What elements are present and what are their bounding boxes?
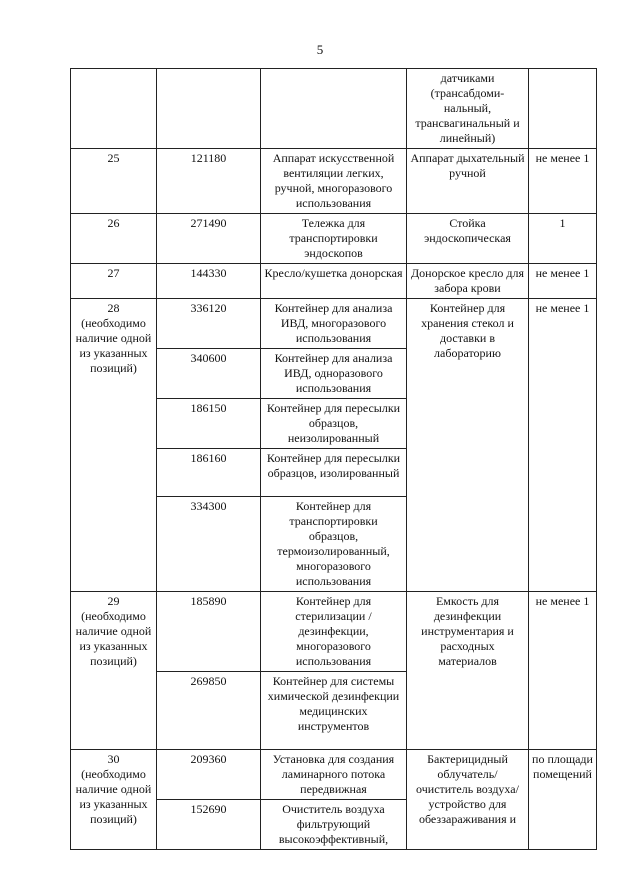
- table-row: [71, 69, 597, 149]
- equipment-purpose-cell: Стойка эндоскопическая: [407, 214, 529, 264]
- position-number-cell: 25: [71, 149, 157, 214]
- table-row: [71, 264, 597, 299]
- equipment-purpose-cell: Контейнер для хранения стекол и доставки в лабораторию: [407, 299, 529, 592]
- equipment-purpose-cell: Емкость для дезинфекции инструментария и расходных материалов: [407, 592, 529, 750]
- equipment-name-cell: Контейнер для транспортировки образцов, термоизолированный, многоразового использования: [261, 497, 407, 592]
- position-number-cell: 29 (необходимо наличие одной из указанных позиций): [71, 592, 157, 750]
- quantity-cell: не менее 1: [529, 264, 597, 299]
- code-cell: 336120: [157, 299, 261, 349]
- equipment-purpose-cell: Бактерицидный облучатель/ очиститель воздуха/ устройство для обеззараживания и: [407, 750, 529, 850]
- quantity-cell: не менее 1: [529, 149, 597, 214]
- table-row: [71, 592, 597, 672]
- position-number-cell: 26: [71, 214, 157, 264]
- equipment-name-cell: Кресло/кушетка донорская: [261, 264, 407, 299]
- equipment-name-cell: Контейнер для пересылки образцов, изолированный: [261, 449, 407, 497]
- equipment-name-cell: Контейнер для пересылки образцов, неизолированный: [261, 399, 407, 449]
- page-number: 5: [316, 42, 324, 57]
- code-cell: [157, 69, 261, 149]
- quantity-cell: не менее 1: [529, 299, 597, 592]
- equipment-name-cell: Контейнер для анализа ИВД, одноразового использования: [261, 349, 407, 399]
- table-row: [71, 149, 597, 214]
- equipment-name-cell: Очиститель воздуха фильтрующий высокоэффективный,: [261, 800, 407, 850]
- equipment-name-cell: Контейнер для анализа ИВД, многоразового использования: [261, 299, 407, 349]
- position-number-cell: 30 (необходимо наличие одной из указанных позиций): [71, 750, 157, 850]
- equipment-purpose-cell: датчиками (трансабдоми-нальный, трансвагинальный и линейный): [407, 69, 529, 149]
- code-cell: 340600: [157, 349, 261, 399]
- code-cell: 152690: [157, 800, 261, 850]
- quantity-cell: по площади помещений: [529, 750, 597, 850]
- quantity-cell: 1: [529, 214, 597, 264]
- position-number-cell: 28 (необходимо наличие одной из указанных позиций): [71, 299, 157, 592]
- code-cell: 269850: [157, 672, 261, 750]
- table-row: [71, 214, 597, 264]
- equipment-name-cell: [261, 69, 407, 149]
- equipment-table: [70, 68, 597, 850]
- code-cell: 185890: [157, 592, 261, 672]
- quantity-cell: [529, 69, 597, 149]
- code-cell: 186160: [157, 449, 261, 497]
- equipment-name-cell: Тележка для транспортировки эндоскопов: [261, 214, 407, 264]
- equipment-name-cell: Аппарат искусственной вентиляции легких, ручной, многоразового использования: [261, 149, 407, 214]
- quantity-cell: не менее 1: [529, 592, 597, 750]
- equipment-purpose-cell: Донорское кресло для забора крови: [407, 264, 529, 299]
- code-cell: 209360: [157, 750, 261, 800]
- code-cell: 334300: [157, 497, 261, 592]
- equipment-name-cell: Контейнер для системы химической дезинфекции медицинских инструментов: [261, 672, 407, 750]
- code-cell: 144330: [157, 264, 261, 299]
- table-row: [71, 750, 597, 800]
- position-number-cell: [71, 69, 157, 149]
- equipment-name-cell: Контейнер для стерилизации /дезинфекции, многоразового использования: [261, 592, 407, 672]
- code-cell: 121180: [157, 149, 261, 214]
- table-row: [71, 299, 597, 349]
- code-cell: 271490: [157, 214, 261, 264]
- position-number-cell: 27: [71, 264, 157, 299]
- code-cell: 186150: [157, 399, 261, 449]
- equipment-purpose-cell: Аппарат дыхательный ручной: [407, 149, 529, 214]
- equipment-name-cell: Установка для создания ламинарного потока передвижная: [261, 750, 407, 800]
